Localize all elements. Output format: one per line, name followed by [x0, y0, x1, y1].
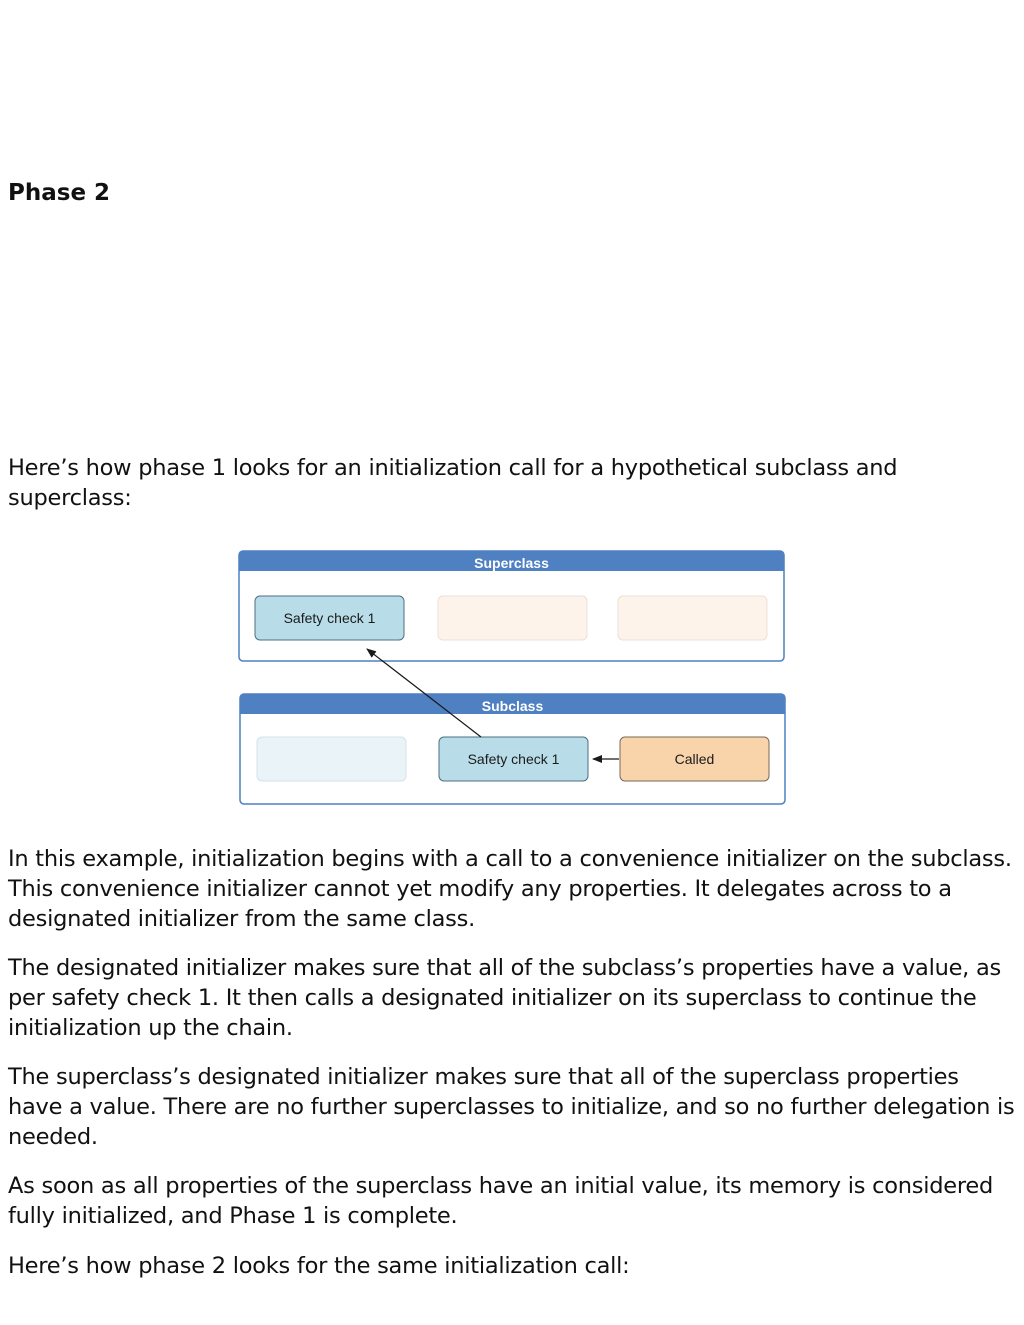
subclass-panel [240, 694, 785, 804]
intro-paragraph: Here’s how phase 1 looks for an initialization call for a hypothetical subclass and superclass: [8, 455, 898, 511]
subclass-title: Subclass [481, 698, 544, 714]
superclass-empty-box-1 [438, 596, 587, 640]
superclass-panel [239, 551, 784, 661]
superclass-safety-check-label: Safety check 1 [283, 610, 376, 626]
body-paragraph-5: Here’s how phase 2 looks for the same initialization call: [8, 1253, 630, 1279]
body-paragraph-4: As soon as all properties of the superclass have an initial value, its memory is considered fully initialized, and Phase 1 is complete. [8, 1173, 994, 1229]
subclass-empty-box [257, 737, 406, 781]
body-paragraph-1: In this example, initialization begins with a call to a convenience initializer on the subclass. This convenience initializer cannot yet modify any properties. It delegates across to a designated initializer from the same class. [8, 846, 1012, 932]
body-paragraph-2: The designated initializer makes sure that all of the subclass’s properties have a value, as per safety check 1. It then calls a designated initializer on its superclass to continue the initialization up the chain. [8, 955, 1001, 1041]
superclass-title: Superclass [474, 555, 549, 571]
subclass-safety-check-label: Safety check 1 [467, 751, 560, 767]
body-paragraph-3: The superclass’s designated initializer makes sure that all of the superclass properties have a value. There are no further superclasses to initialize, and so no further delegation is needed. [8, 1064, 1015, 1150]
superclass-empty-box-2 [618, 596, 767, 640]
section-heading: Phase 2 [8, 180, 111, 206]
subclass-called-label: Called [674, 751, 715, 767]
